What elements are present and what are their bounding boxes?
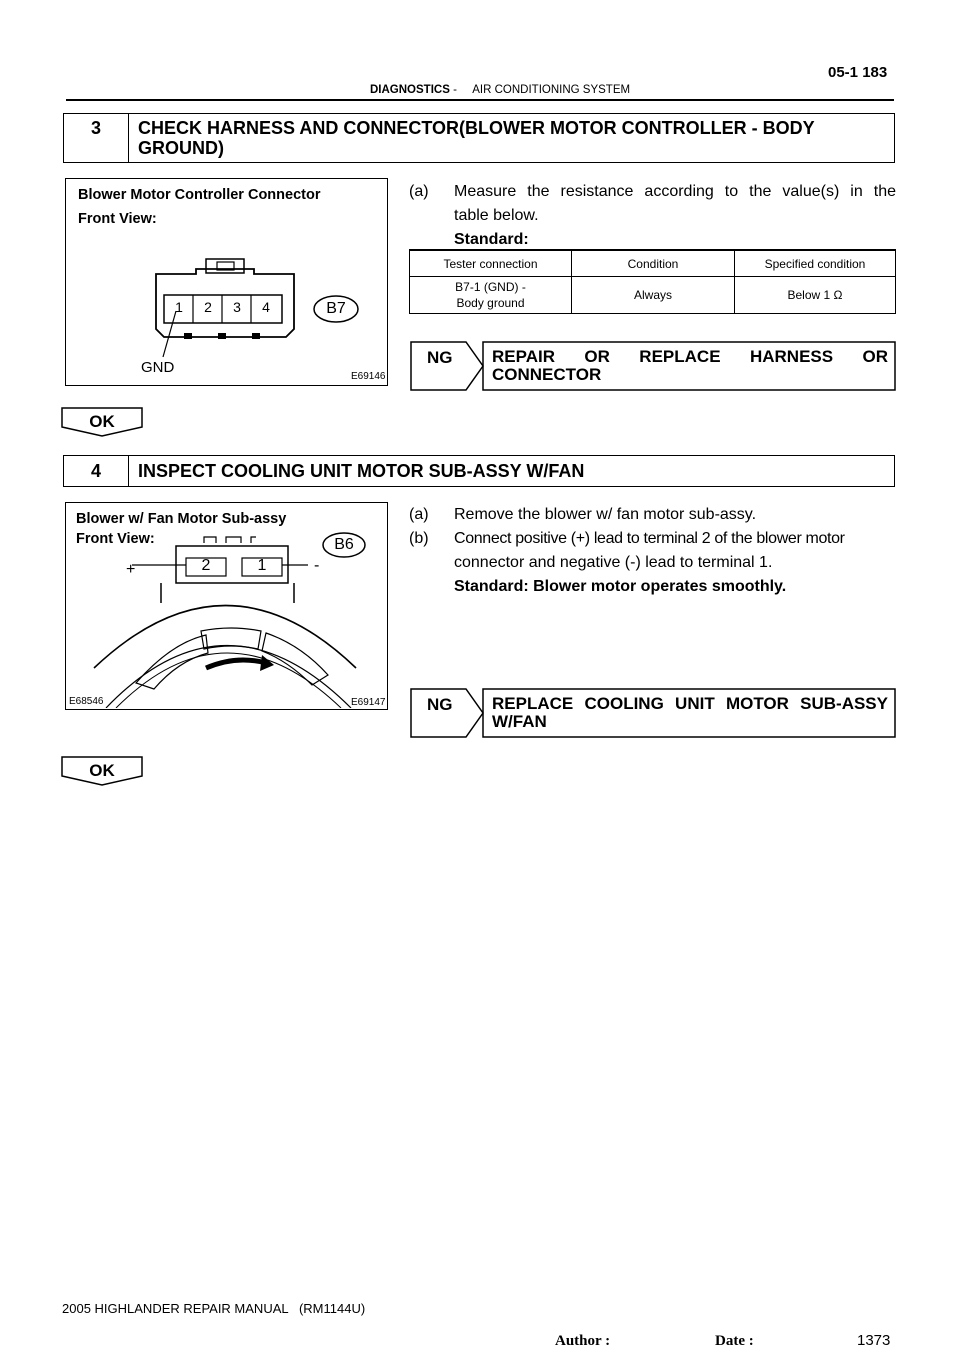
minus-label: - [314, 557, 320, 574]
col-tester-connection: Tester connection [410, 250, 572, 277]
ng-label: NG [427, 695, 453, 714]
item-a-marker: (a) [409, 506, 429, 523]
step3-title-line1: CHECK HARNESS AND CONNECTOR(BLOWER MOTOR CONTROLLER - BODY [138, 118, 815, 138]
section-category: DIAGNOSTICS [370, 84, 450, 96]
standard-result: Standard: Blower motor operates smoothly. [454, 578, 787, 595]
step3-ng-block [410, 341, 896, 391]
ng-label: NG [427, 348, 453, 367]
footer-date-label: Date : [715, 1333, 754, 1349]
step3-number: 3 [90, 118, 101, 138]
figure-id-e68546: E68546 [69, 696, 104, 707]
step4-header [63, 455, 895, 487]
cell-connection-line2: Body ground [456, 296, 525, 310]
cell-specified: Below 1 Ω [735, 277, 896, 314]
item-b-line2: connector and negative (-) lead to terminal 1. [454, 554, 773, 571]
connector-id-b6: B6 [334, 536, 354, 553]
step3-instruction-line1: Measure the resistance according to the value(s) in the [454, 183, 896, 200]
plus-label: + [126, 561, 136, 578]
standard-label: Standard: [454, 231, 529, 248]
step3-instruction-marker: (a) [409, 183, 429, 200]
pin-label-2: 2 [201, 557, 211, 574]
step4-ng-block [410, 688, 896, 738]
step4-number: 4 [90, 461, 101, 481]
step4-divider [128, 456, 129, 486]
pin-label-3: 3 [233, 299, 241, 315]
cell-condition: Always [572, 277, 735, 314]
step3-title-line2: GROUND) [138, 138, 224, 158]
figure-label-line2: Front View: [78, 211, 157, 227]
pin-label-1: 1 [257, 557, 267, 574]
pin-label-1: 1 [175, 299, 183, 315]
ng-action-line2: CONNECTOR [492, 365, 602, 384]
step3-instruction-line2: table below. [454, 207, 539, 224]
blower-fan-motor-figure [65, 502, 388, 710]
pin-label-4: 4 [262, 299, 270, 315]
page-number: 05-1 183 [828, 64, 888, 81]
ok-label: OK [89, 412, 115, 431]
section-header [370, 84, 630, 96]
table-row [410, 277, 896, 314]
step3-header [63, 113, 895, 163]
blower-controller-connector-figure [65, 178, 388, 386]
footer-page-number: 1373 [857, 1332, 891, 1349]
connector-id-b7: B7 [326, 300, 346, 317]
connector-b7-drawing [66, 179, 386, 384]
col-condition: Condition [572, 250, 735, 277]
ng-action-line2: W/FAN [492, 712, 547, 731]
footer-author-label: Author : [555, 1333, 611, 1349]
cell-connection-line1: B7-1 (GND) - [455, 280, 526, 294]
table-header-row [410, 250, 896, 277]
item-b-marker: (b) [409, 530, 429, 547]
gnd-label: GND [141, 359, 175, 376]
ng-action-line1: REPAIR OR REPLACE HARNESS OR [492, 347, 888, 366]
col-specified-condition: Specified condition [735, 250, 896, 277]
item-a-text: Remove the blower w/ fan motor sub-assy. [454, 506, 757, 523]
item-b-line1: Connect positive (+) lead to terminal 2 of the blower motor [454, 530, 845, 547]
figure-label-line2: Front View: [76, 531, 155, 547]
ng-action-line1: REPLACE COOLING UNIT MOTOR SUB-ASSY [492, 694, 888, 713]
footer-manual-title: 2005 HIGHLANDER REPAIR MANUAL (RM1144U) [62, 1301, 366, 1316]
step3-ok-tab [61, 407, 143, 437]
figure-id-e69147: E69147 [351, 697, 386, 708]
figure-label-line1: Blower w/ Fan Motor Sub-assy [76, 511, 287, 527]
cell-connection [410, 277, 572, 314]
section-subject: - AIR CONDITIONING SYSTEM [453, 84, 631, 96]
step4-ok-tab [61, 756, 143, 786]
ok-label: OK [89, 761, 115, 780]
pin-label-2: 2 [204, 299, 212, 315]
step3-divider [128, 114, 129, 162]
blower-motor-drawing [66, 503, 386, 708]
figure-label-line1: Blower Motor Controller Connector [78, 187, 321, 203]
resistance-spec-table [409, 249, 896, 314]
step4-title: INSPECT COOLING UNIT MOTOR SUB-ASSY W/FAN [138, 461, 585, 481]
figure-id-e69146: E69146 [351, 371, 386, 382]
header-rule [66, 99, 894, 101]
